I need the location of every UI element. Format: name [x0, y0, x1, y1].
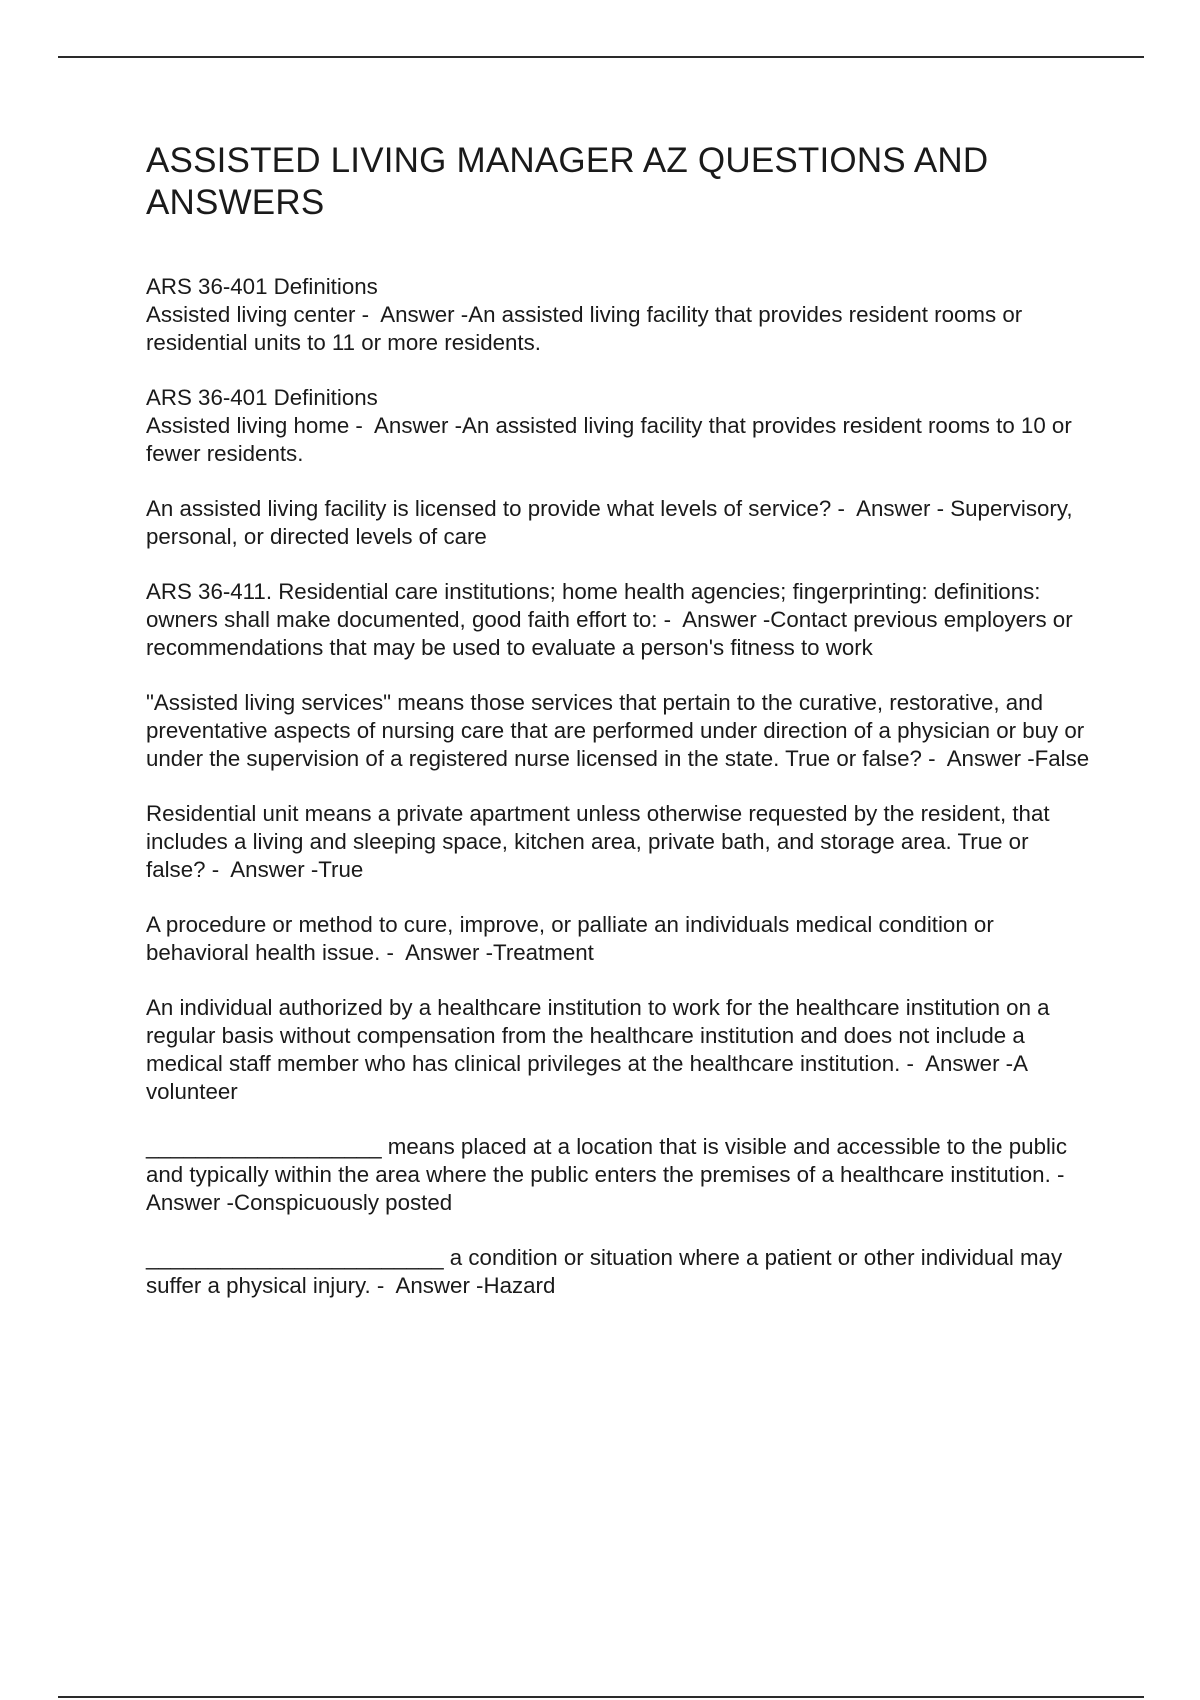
qa-question: ___________________ means placed at a location that is visible and accessible to the public and typically within the area where the public enters the premises of a healthcare institution. -: [146, 1134, 1068, 1187]
qa-list: [146, 273, 1090, 1300]
qa-item-7: [146, 911, 1090, 967]
qa-item-9: [146, 1133, 1090, 1217]
qa-answer: Answer -Treatment: [405, 940, 594, 965]
qa-item-6: [146, 800, 1090, 884]
qa-item-3: [146, 495, 1090, 551]
qa-item-8: [146, 994, 1090, 1106]
qa-answer: Answer - Supervisory, personal, or directed levels of care: [146, 496, 1073, 549]
qa-heading: ARS 36-401 Definitions: [146, 385, 378, 410]
qa-answer: Answer -An assisted living facility that provides resident rooms to 10 or fewer residents.: [146, 413, 1072, 466]
qa-question: An individual authorized by a healthcare institution to work for the healthcare institution on a regular basis without compensation from the healthcare institution and does not include a medical staff member who has clinical privileges at the healthcare institution. -: [146, 995, 1050, 1076]
qa-answer: Answer -A volunteer: [146, 1051, 1027, 1104]
top-divider: [58, 56, 1144, 58]
qa-question: Residential unit means a private apartment unless otherwise requested by the resident, that includes a living and sleeping space, kitchen area, private bath, and storage area. True or false? -: [146, 801, 1050, 882]
qa-question: Assisted living home -: [146, 413, 363, 438]
qa-answer: Answer -An assisted living facility that provides resident rooms or residential units to 11 or more residents.: [146, 302, 1023, 355]
qa-answer: Answer -Conspicuously posted: [146, 1190, 453, 1215]
qa-item-5: [146, 689, 1090, 773]
qa-answer: Answer -Contact previous employers or recommendations that may be used to evaluate a person's fitness to work: [146, 607, 1073, 660]
qa-item-2: [146, 384, 1090, 468]
qa-item-10: [146, 1244, 1090, 1300]
qa-item-1: [146, 273, 1090, 357]
qa-question: ARS 36-411. Residential care institutions; home health agencies; fingerprinting: definitions: owners shall make documented, good faith effort to: -: [146, 579, 1041, 632]
qa-question: ________________________ a condition or situation where a patient or other individual may suffer a physical injury. -: [146, 1245, 1063, 1298]
qa-heading: ARS 36-401 Definitions: [146, 274, 378, 299]
qa-question: An assisted living facility is licensed to provide what levels of service? -: [146, 496, 845, 521]
document-title: ASSISTED LIVING MANAGER AZ QUESTIONS AND ANSWERS: [146, 141, 989, 222]
qa-question: Assisted living center -: [146, 302, 370, 327]
qa-answer: Answer -False: [946, 746, 1090, 771]
qa-question: "Assisted living services" means those services that pertain to the curative, restorative, and preventative aspects of nursing care that are performed under direction of a physician or buy or under the supervision of a registered nurse licensed in the state. True or false? -: [146, 690, 1085, 771]
qa-answer: Answer -Hazard: [395, 1273, 556, 1298]
qa-item-4: [146, 578, 1090, 662]
page-content: [146, 140, 1090, 1327]
bottom-divider: [58, 1696, 1144, 1698]
qa-question: A procedure or method to cure, improve, or palliate an individuals medical condition or behavioral health issue. -: [146, 912, 994, 965]
qa-answer: Answer -True: [230, 857, 364, 882]
